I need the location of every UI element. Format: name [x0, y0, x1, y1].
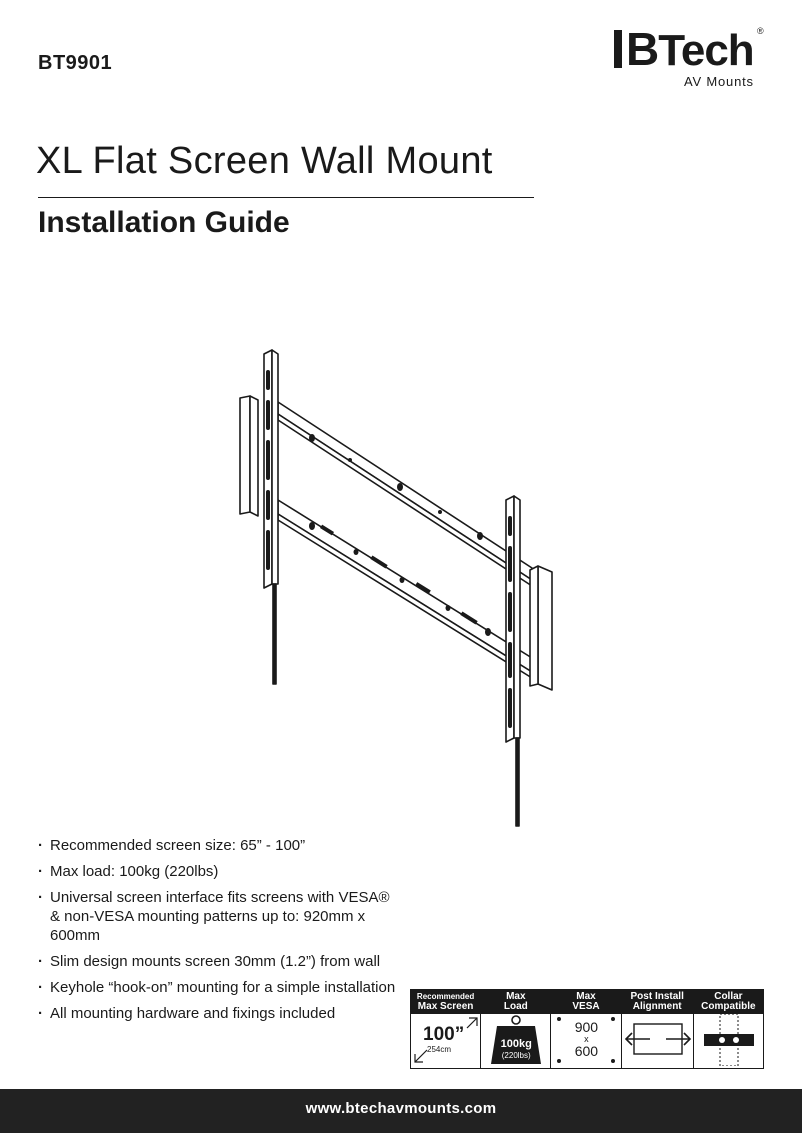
right-wall-plate [538, 566, 552, 690]
feature-item: · Max load: 100kg (220lbs) [38, 862, 398, 881]
title-divider [38, 197, 534, 198]
feature-item: · Universal screen interface fits screens with VESA® & non-VESA mounting patterns up to: 920mm x 600mm [38, 888, 398, 945]
page-subtitle: Installation Guide [38, 206, 290, 239]
logo-b-glyph: B [626, 23, 659, 75]
max-load-imperial: (220lbs) [501, 1051, 531, 1060]
feature-list [38, 836, 398, 1030]
vesa-width: 900 [574, 1019, 599, 1035]
max-load-value: 100kg [500, 1038, 532, 1050]
feature-item: · Slim design mounts screen 30mm (1.2”) from wall [38, 952, 398, 971]
wall-mount-illustration [220, 340, 580, 830]
logo-tagline: AV Mounts [684, 74, 754, 89]
logo-bar [614, 30, 622, 68]
model-number: BT9901 [38, 52, 113, 74]
footer-bar [0, 1089, 802, 1133]
spec-max-screen: Recommended Max Screen 100” 254cm [411, 990, 481, 1068]
registered-mark: ® [757, 26, 764, 36]
vesa-x: x [584, 1034, 589, 1044]
logo-name: Tech [658, 26, 754, 75]
spec-max-load: Max Load 100kg (220lbs) [481, 990, 551, 1068]
spec-post-install-alignment: Post Install Alignment [622, 990, 694, 1068]
feature-item: · Keyhole “hook-on” mounting for a simple installation [38, 978, 398, 997]
collar-icon [694, 1014, 764, 1066]
diagonal-arrow-icon [411, 1014, 481, 1066]
spec-collar-compatible: Collar Compatible [694, 990, 763, 1068]
website-link[interactable]: www.btechavmounts.com [305, 1100, 497, 1117]
left-wall-plate [240, 396, 250, 514]
page-title: XL Flat Screen Wall Mount [36, 140, 493, 182]
feature-item: · Recommended screen size: 65” - 100” [38, 836, 398, 855]
max-screen-value: 100” [423, 1024, 465, 1045]
alignment-arrows-icon [622, 1014, 694, 1066]
spec-icons-table [410, 989, 764, 1069]
spec-max-vesa: Max VESA 900 x 600 [551, 990, 621, 1068]
brand-logo [612, 24, 772, 94]
bottom-rail [278, 500, 532, 672]
feature-item: · All mounting hardware and fixings included [38, 1004, 398, 1023]
logo-wordmark [626, 24, 754, 76]
max-screen-metric: 254cm [427, 1045, 452, 1054]
vesa-height: 600 [574, 1043, 599, 1059]
top-rail [278, 402, 532, 580]
